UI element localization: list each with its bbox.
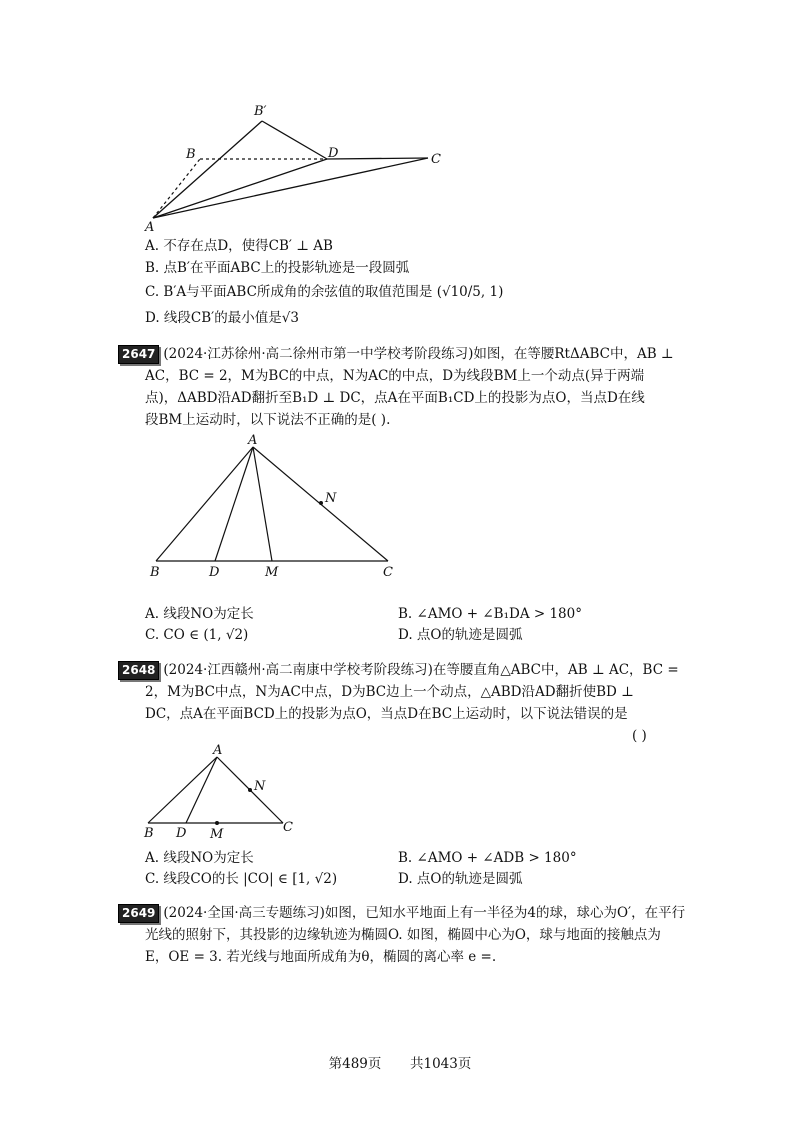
label-m: M: [265, 565, 279, 580]
segment-ad: [153, 159, 327, 218]
q2648-answer-bracket: ( ): [632, 728, 647, 744]
segment-abp: [153, 121, 262, 218]
point-n: [248, 788, 252, 792]
label-c: C: [383, 565, 393, 580]
q2647-option-b: B. ∠AMO + ∠B₁DA > 180°: [398, 606, 582, 622]
q2647-option-a: A. 线段NO为定长: [145, 606, 254, 622]
q2647-line-4: 段BM上运动时，以下说法不正确的是( ).: [145, 412, 391, 428]
q2647-option-d: D. 点O的轨迹是圆弧: [398, 627, 523, 643]
q2647-option-c: C. CO ∈ (1, √2): [145, 627, 249, 643]
label-n: N: [254, 779, 266, 794]
figure-1: [140, 95, 460, 235]
segment-ab: [148, 757, 217, 823]
point-m: [215, 821, 219, 825]
label-b: B: [144, 826, 154, 841]
segment-am: [253, 447, 272, 561]
label-d: D: [209, 565, 220, 580]
segment-ad: [186, 757, 217, 823]
page-footer: [0, 1052, 800, 1072]
question-number-badge: 2647: [118, 345, 159, 364]
q2648-option-c: C. 线段CO的长 |CO| ∈ [1, √2): [145, 871, 338, 887]
question-number-badge: 2648: [118, 661, 159, 680]
q2649-line-1: [118, 903, 685, 923]
label-d: D: [176, 826, 187, 841]
q2646-option-a: A. 不存在点D，使得CB′ ⊥ AB: [145, 238, 333, 254]
segment-dc: [327, 158, 428, 159]
segment-ac: [153, 158, 428, 218]
q2649-line-3: E，OE = 3. 若光线与地面所成角为θ，椭圆的离心率 e =.: [145, 949, 497, 965]
q2648-text-1: (2024·江西赣州·高二南康中学校考阶段练习)在等腰直角△ABC中，AB ⊥ AC，BC =: [163, 662, 679, 678]
q2646-option-d: D. 线段CB′的最小值是√3: [145, 310, 299, 326]
q2648-line-2: 2，M为BC中点，N为AC中点，D为BC边上一个动点，△ABD沿AD翻折使BD ⊥: [145, 684, 634, 700]
label-a: A: [248, 433, 258, 448]
segment-ad: [215, 447, 253, 561]
q2649-text-1: (2024·全国·高三专题练习)如图，已知水平地面上有一半径为4的球，球心为O′，在平行: [163, 905, 686, 921]
question-number-badge: 2649: [118, 904, 159, 923]
q2648-option-d: D. 点O的轨迹是圆弧: [398, 871, 523, 887]
page-number: 第489页: [328, 1056, 382, 1072]
label-bp: B′: [254, 104, 267, 119]
label-a: A: [145, 220, 155, 235]
figure-2647: [145, 430, 405, 580]
figure-2648: [142, 742, 312, 842]
q2646-option-b: B. 点B′在平面ABC上的投影轨迹是一段圆弧: [145, 260, 410, 276]
point-n: [319, 501, 323, 505]
q2649-line-2: 光线的照射下，其投影的边缘轨迹为椭圆O. 如图，椭圆中心为O，球与地面的接触点为: [145, 927, 661, 943]
label-n: N: [325, 491, 337, 506]
q2647-line-1: [118, 344, 674, 364]
q2647-line-3: 点)，ΔABD沿AD翻折至B₁D ⊥ DC，点A在平面B₁CD上的投影为点O，当点D在线: [145, 390, 645, 406]
segment-bpd: [262, 121, 327, 159]
q2648-line-3: DC，点A在平面BCD上的投影为点O，当点D在BC上运动时，以下说法错误的是: [145, 706, 628, 722]
q2647-text-1: (2024·江苏徐州·高二徐州市第一中学校考阶段练习)如图，在等腰RtΔABC中，AB ⊥: [163, 346, 674, 362]
label-b: B: [186, 147, 196, 162]
total-pages: 共1043页: [410, 1056, 472, 1072]
label-m: M: [210, 827, 224, 842]
label-c: C: [283, 820, 293, 835]
label-b: B: [150, 565, 160, 580]
segment-ab: [156, 447, 253, 561]
label-a: A: [213, 743, 223, 758]
label-d: D: [328, 146, 339, 161]
q2647-line-2: AC，BC = 2，M为BC的中点，N为AC的中点，D为线段BM上一个动点(异于两端: [145, 368, 645, 384]
q2648-option-b: B. ∠AMO + ∠ADB > 180°: [398, 850, 577, 866]
q2646-option-c: C. B′A与平面ABC所成角的余弦值的取值范围是 (√10/5, 1): [145, 284, 504, 300]
label-c: C: [431, 152, 441, 167]
q2648-option-a: A. 线段NO为定长: [145, 850, 254, 866]
q2648-line-1: [118, 660, 679, 680]
